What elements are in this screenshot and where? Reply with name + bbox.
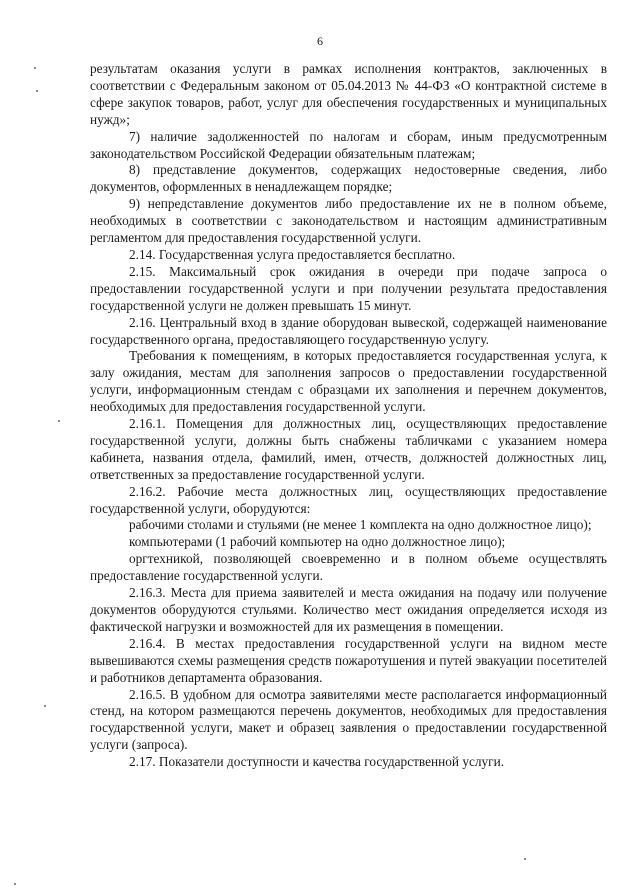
scan-speck (524, 858, 526, 860)
paragraph-2-16-3: 2.16.3. Места для приема заявителей и места ожидания на подачу или получение документов оборудуются стульями. Количество мест ожидания определяется исходя из фактической нагрузки и возможностей для их размещения в помещении. (90, 585, 607, 634)
paragraph-2-16-5: 2.16.5. В удобном для осмотра заявителями месте располагается информационный стенд, на котором размещаются перечень документов, необходимых для предоставления государственной услуги, макет и образец заявления о предоставлении государственной услуги (запроса). (90, 686, 607, 753)
paragraph-office-equipment: оргтехникой, позволяющей своевременно и в полном объеме осуществлять предоставление государственной услуги. (90, 551, 607, 584)
scan-speck (58, 420, 60, 422)
paragraph-desks: рабочими столами и стульями (не менее 1 комплекта на одно должностное лицо); (129, 517, 592, 533)
document-body (90, 61, 607, 771)
paragraph-2-16-2: 2.16.2. Рабочие места должностных лиц, осуществляющих предоставление государственной услуги, оборудуются: (90, 483, 607, 516)
scan-speck (44, 705, 46, 707)
paragraph-item-7: 7) наличие задолженностей по налогам и сборам, иным предусмотренным законодательством Российской Федерации обязательным платежам; (90, 128, 607, 161)
paragraph-item-8: 8) представление документов, содержащих недостоверные сведения, либо документов, оформленных в ненадлежащем порядке; (90, 162, 607, 195)
paragraph-item-9: 9) непредставление документов либо предоставление их не в полном объеме, необходимых в соответствии с законодательством и настоящим административным регламентом для предоставления государственной услуги. (90, 196, 607, 246)
scan-speck (14, 883, 16, 885)
paragraph-requirements: Требования к помещениям, в которых предоставляется государственная услуга, к залу ожидания, местам для заполнения запросов о предоставлении государственной услуги, информационным стендам с образцами их заполнения и перечнем документов, необходимых для предоставления государственной услуги. (90, 348, 607, 415)
paragraph-2-15: 2.15. Максимальный срок ожидания в очереди при подаче запроса о предоставлении государственной услуги и при получении результата предоставления государственной услуги не должен превышать 15 минут. (90, 263, 607, 313)
scan-speck (34, 67, 36, 69)
paragraph-2-14: 2.14. Государственная услуга предоставляется бесплатно. (129, 246, 456, 262)
scan-speck (36, 90, 38, 92)
paragraph-computers: компьютерами (1 рабочий компьютер на одно должностное лицо); (129, 534, 506, 550)
paragraph-2-16-1: 2.16.1. Помещения для должностных лиц, осуществляющих предоставление государственной услуги, должны быть снабжены табличками с указанием номера кабинета, названия отдела, фамилий, имен, отчеств, должностей должностных лиц, ответственных за предоставление государственной услуги. (90, 416, 607, 482)
paragraph-2-17: 2.17. Показатели доступности и качества государственной услуги. (129, 754, 505, 770)
page-number: 6 (317, 34, 323, 48)
paragraph-2-16: 2.16. Центральный вход в здание оборудован вывеской, содержащей наименование государственного органа, предоставляющего государственную услугу. (90, 314, 607, 347)
paragraph-2-16-4: 2.16.4. В местах предоставления государственной услуги на видном месте вывешиваются схемы размещения средств пожаротушения и путей эвакуации посетителей и работников департамента образования. (90, 635, 607, 685)
paragraph-continuation: результатам оказания услуги в рамках исполнения контрактов, заключенных в соответствии с Федеральным законом от 05.04.2013 № 44-ФЗ «О контрактной системе в сфере закупок товаров, работ, услуг для обеспечения государственных и муниципальных нужд»; (90, 61, 607, 127)
